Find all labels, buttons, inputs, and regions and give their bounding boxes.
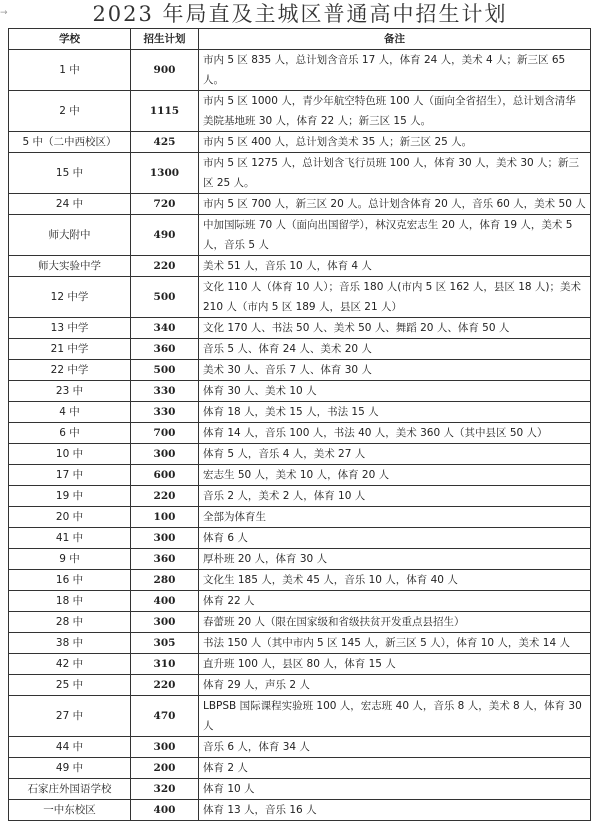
table-row: [9, 402, 591, 423]
table-row: [9, 318, 591, 339]
enrollment-table: [8, 28, 591, 821]
school-cell: 42 中: [9, 654, 131, 675]
school-cell: 师大实验中学: [9, 256, 131, 277]
count-cell: 490: [131, 215, 199, 256]
count-cell: 1300: [131, 153, 199, 194]
table-row: [9, 612, 591, 633]
note-cell: 市内 5 区 1275 人，总计划含飞行员班 100 人，体育 30 人，美术 30 人；新三区 25 人。: [199, 153, 591, 194]
count-cell: 200: [131, 758, 199, 779]
note-cell: 体育 10 人: [199, 779, 591, 800]
school-cell: 16 中: [9, 570, 131, 591]
table-row: [9, 360, 591, 381]
school-cell: 4 中: [9, 402, 131, 423]
count-cell: 320: [131, 779, 199, 800]
count-cell: 300: [131, 737, 199, 758]
note-cell: 体育 14 人，音乐 100 人，书法 40 人，美术 360 人（其中县区 50 人）: [199, 423, 591, 444]
arrow-right-icon: →: [0, 8, 8, 18]
count-cell: 330: [131, 402, 199, 423]
note-cell: 书法 150 人（其中市内 5 区 145 人，新三区 5 人），体育 10 人，美术 14 人: [199, 633, 591, 654]
note-cell: 音乐 2 人，美术 2 人，体育 10 人: [199, 486, 591, 507]
count-cell: 300: [131, 612, 199, 633]
table-row: [9, 486, 591, 507]
note-cell: 直升班 100 人，县区 80 人，体育 15 人: [199, 654, 591, 675]
note-cell: 体育 30 人、美术 10 人: [199, 381, 591, 402]
note-cell: 美术 51 人，音乐 10 人，体育 4 人: [199, 256, 591, 277]
note-cell: 体育 5 人，音乐 4 人，美术 27 人: [199, 444, 591, 465]
table-row: [9, 215, 591, 256]
school-cell: 25 中: [9, 675, 131, 696]
count-cell: 220: [131, 486, 199, 507]
count-cell: 600: [131, 465, 199, 486]
table-row: [9, 696, 591, 737]
count-cell: 330: [131, 381, 199, 402]
school-cell: 19 中: [9, 486, 131, 507]
count-cell: 900: [131, 50, 199, 91]
table-row: [9, 800, 591, 821]
table-row: [9, 633, 591, 654]
count-cell: 400: [131, 591, 199, 612]
count-cell: 220: [131, 256, 199, 277]
count-cell: 425: [131, 132, 199, 153]
note-cell: 音乐 5 人、体育 24 人、美术 20 人: [199, 339, 591, 360]
count-cell: 720: [131, 194, 199, 215]
note-cell: 体育 2 人: [199, 758, 591, 779]
count-cell: 500: [131, 360, 199, 381]
note-cell: 全部为体育生: [199, 507, 591, 528]
count-cell: 100: [131, 507, 199, 528]
note-cell: 音乐 6 人，体育 34 人: [199, 737, 591, 758]
note-cell: LBPSB 国际课程实验班 100 人，宏志班 40 人，音乐 8 人，美术 8 人，体育 30 人: [199, 696, 591, 737]
school-cell: 12 中学: [9, 277, 131, 318]
table-row: [9, 153, 591, 194]
table-row: [9, 675, 591, 696]
school-cell: 师大附中: [9, 215, 131, 256]
table-row: [9, 381, 591, 402]
school-cell: 49 中: [9, 758, 131, 779]
table-row: [9, 528, 591, 549]
table-row: [9, 549, 591, 570]
table-row: [9, 339, 591, 360]
school-cell: 石家庄外国语学校: [9, 779, 131, 800]
count-cell: 360: [131, 549, 199, 570]
school-cell: 1 中: [9, 50, 131, 91]
school-cell: 44 中: [9, 737, 131, 758]
table-row: [9, 277, 591, 318]
school-cell: 2 中: [9, 91, 131, 132]
page-title: 2023 年局直及主城区普通高中招生计划: [92, 2, 508, 26]
count-cell: 470: [131, 696, 199, 737]
school-cell: 18 中: [9, 591, 131, 612]
note-cell: 文化生 185 人，美术 45 人，音乐 10 人，体育 40 人: [199, 570, 591, 591]
school-cell: 22 中学: [9, 360, 131, 381]
table-row: [9, 591, 591, 612]
school-cell: 28 中: [9, 612, 131, 633]
school-cell: 24 中: [9, 194, 131, 215]
school-cell: 5 中（二中西校区）: [9, 132, 131, 153]
school-cell: 15 中: [9, 153, 131, 194]
school-cell: 41 中: [9, 528, 131, 549]
note-cell: 美术 30 人、音乐 7 人、体育 30 人: [199, 360, 591, 381]
table-header-row: [9, 29, 591, 50]
table-row: [9, 91, 591, 132]
table-row: [9, 423, 591, 444]
table-row: [9, 570, 591, 591]
note-cell: 市内 5 区 700 人，新三区 20 人。总计划含体育 20 人，音乐 60 人，美术 50 人: [199, 194, 591, 215]
count-cell: 280: [131, 570, 199, 591]
school-cell: 38 中: [9, 633, 131, 654]
note-cell: 中加国际班 70 人（面向出国留学），林汉克宏志生 20 人，体育 19 人，美术 5 人，音乐 5 人: [199, 215, 591, 256]
table-row: [9, 132, 591, 153]
school-cell: 17 中: [9, 465, 131, 486]
school-cell: 13 中学: [9, 318, 131, 339]
note-cell: 体育 18 人，美术 15 人，书法 15 人: [199, 402, 591, 423]
school-cell: 23 中: [9, 381, 131, 402]
table-row: [9, 758, 591, 779]
count-cell: 1115: [131, 91, 199, 132]
note-cell: 体育 22 人: [199, 591, 591, 612]
table-row: [9, 194, 591, 215]
school-cell: 27 中: [9, 696, 131, 737]
school-cell: 21 中学: [9, 339, 131, 360]
note-cell: 市内 5 区 835 人，总计划含音乐 17 人，体育 24 人，美术 4 人；新三区 65 人。: [199, 50, 591, 91]
table-row: [9, 654, 591, 675]
school-cell: 20 中: [9, 507, 131, 528]
school-cell: 9 中: [9, 549, 131, 570]
school-cell: 10 中: [9, 444, 131, 465]
note-cell: 体育 6 人: [199, 528, 591, 549]
header-count: 招生计划: [131, 29, 199, 50]
table-row: [9, 737, 591, 758]
count-cell: 300: [131, 528, 199, 549]
header-school: 学校: [9, 29, 131, 50]
table-row: [9, 779, 591, 800]
school-cell: 一中东校区: [9, 800, 131, 821]
count-cell: 360: [131, 339, 199, 360]
note-cell: 厚朴班 20 人，体育 30 人: [199, 549, 591, 570]
note-cell: 市内 5 区 400 人，总计划含美术 35 人；新三区 25 人。: [199, 132, 591, 153]
count-cell: 700: [131, 423, 199, 444]
count-cell: 500: [131, 277, 199, 318]
count-cell: 340: [131, 318, 199, 339]
school-cell: 6 中: [9, 423, 131, 444]
count-cell: 300: [131, 444, 199, 465]
note-cell: 市内 5 区 1000 人，青少年航空特色班 100 人（面向全省招生），总计划含清华美院基地班 30 人，体育 22 人；新三区 15 人。: [199, 91, 591, 132]
table-row: [9, 444, 591, 465]
header-note: 备注: [199, 29, 591, 50]
note-cell: 文化 110 人（体育 10 人）；音乐 180 人(市内 5 区 162 人，县区 18 人)；美术 210 人（市内 5 区 189 人，县区 21 人）: [199, 277, 591, 318]
table-row: [9, 256, 591, 277]
note-cell: 文化 170 人、书法 50 人、美术 50 人、舞蹈 20 人、体育 50 人: [199, 318, 591, 339]
table-row: [9, 507, 591, 528]
note-cell: 体育 29 人，声乐 2 人: [199, 675, 591, 696]
count-cell: 400: [131, 800, 199, 821]
note-cell: 春蕾班 20 人（限在国家级和省级扶贫开发重点县招生）: [199, 612, 591, 633]
count-cell: 220: [131, 675, 199, 696]
table-row: [9, 465, 591, 486]
note-cell: 体育 13 人，音乐 16 人: [199, 800, 591, 821]
note-cell: 宏志生 50 人，美术 10 人，体育 20 人: [199, 465, 591, 486]
table-row: [9, 50, 591, 91]
count-cell: 305: [131, 633, 199, 654]
count-cell: 310: [131, 654, 199, 675]
